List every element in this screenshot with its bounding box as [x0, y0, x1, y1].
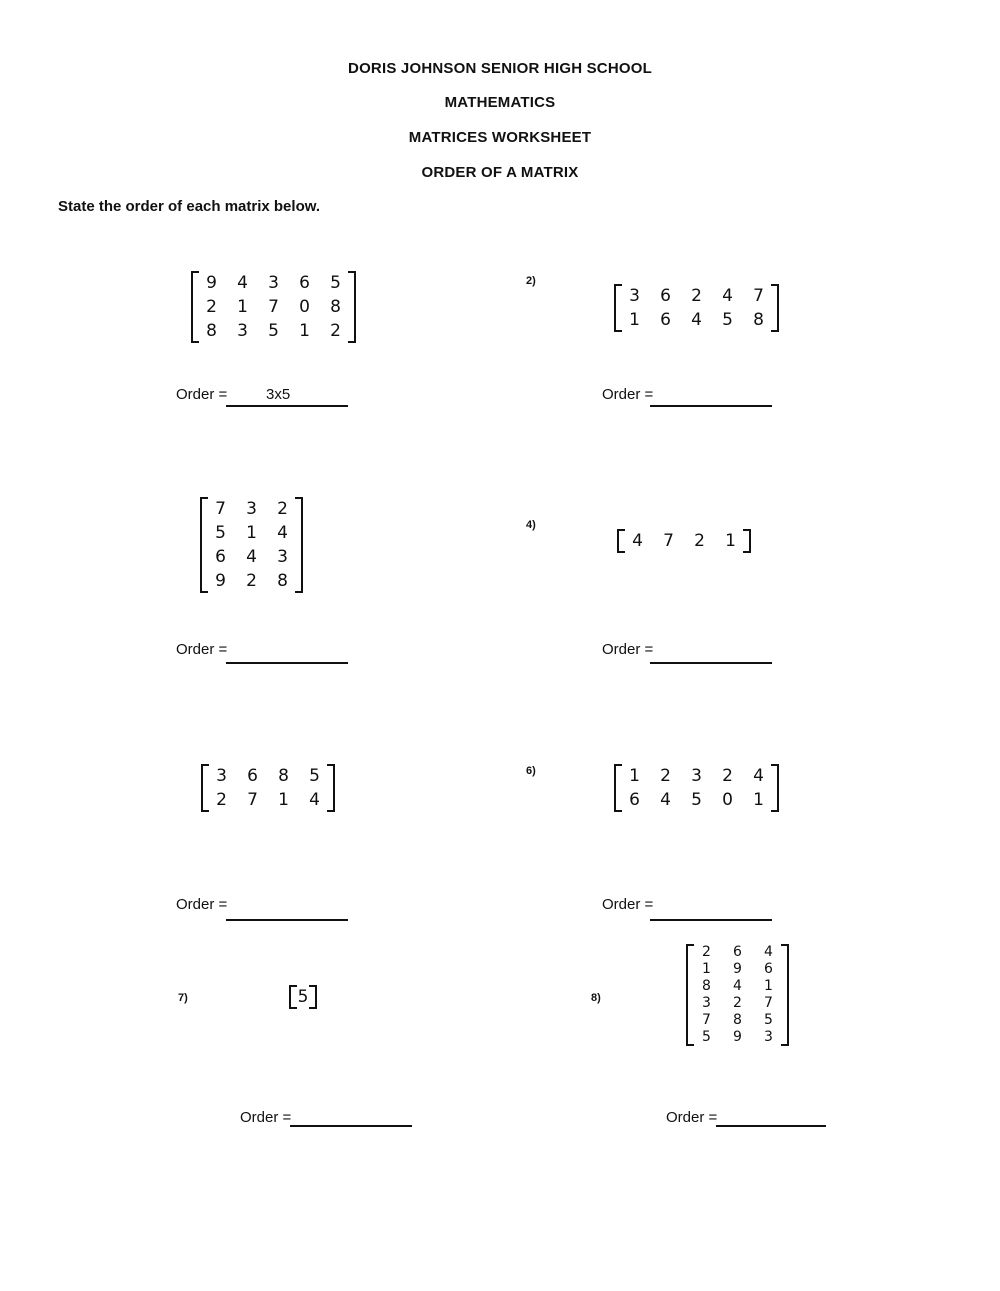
school-name: DORIS JOHNSON SENIOR HIGH SCHOOL [348, 60, 652, 77]
matrix-cell: 1 [764, 978, 773, 994]
matrix-cell: 2 [216, 790, 227, 810]
matrix-cell: 9 [206, 273, 217, 293]
matrix-cell: 6 [629, 790, 640, 810]
matrix-cell: 3 [702, 995, 711, 1011]
order-label-8: Order = [666, 1109, 718, 1126]
matrix-7 [289, 985, 317, 1009]
matrix-cell: 9 [733, 1029, 742, 1045]
matrix-row [205, 569, 298, 593]
matrix-cell: 1 [702, 961, 711, 977]
matrix-cell: 1 [725, 531, 736, 551]
matrix-cell: 4 [237, 273, 248, 293]
order-label-4: Order = [602, 641, 654, 658]
matrix-row [196, 271, 351, 295]
matrix-row [206, 788, 330, 812]
matrix-cell: 4 [660, 790, 671, 810]
question-number-8: 8) [591, 992, 601, 1004]
matrix-row [619, 308, 774, 332]
matrix-cell: 3 [246, 499, 257, 519]
matrix-cell: 0 [299, 297, 310, 317]
matrix-cell: 8 [733, 1012, 742, 1028]
answer-line-6[interactable] [650, 919, 772, 921]
matrix-cell: 6 [660, 286, 671, 306]
answer-line-1[interactable] [226, 405, 348, 407]
matrix-cell: 9 [215, 571, 226, 591]
matrix-cell: 5 [330, 273, 341, 293]
matrix-6 [614, 764, 779, 812]
matrix-cell: 7 [663, 531, 674, 551]
matrix-row [205, 497, 298, 521]
matrix-row [294, 985, 312, 1009]
matrix-cell: 8 [753, 310, 764, 330]
matrix-cell: 2 [206, 297, 217, 317]
matrix-cell: 5 [215, 523, 226, 543]
matrix-cell: 6 [247, 766, 258, 786]
matrix-row [619, 764, 774, 788]
matrix-cell: 1 [237, 297, 248, 317]
question-number-6: 6) [526, 765, 536, 777]
matrix-cell: 4 [753, 766, 764, 786]
matrix-cell: 6 [660, 310, 671, 330]
order-label-3: Order = [176, 641, 228, 658]
matrix-cell: 5 [268, 321, 279, 341]
matrix-cell: 4 [309, 790, 320, 810]
matrix-row [619, 788, 774, 812]
matrix-cell: 4 [691, 310, 702, 330]
question-number-2: 2) [526, 275, 536, 287]
matrix-cell: 6 [215, 547, 226, 567]
matrix-cell: 2 [722, 766, 733, 786]
matrix-cell: 5 [297, 987, 309, 1007]
matrix-cell: 3 [268, 273, 279, 293]
matrix-cell: 5 [691, 790, 702, 810]
question-number-7: 7) [178, 992, 188, 1004]
topic-title: ORDER OF A MATRIX [421, 164, 579, 181]
matrix-cell: 7 [702, 1012, 711, 1028]
matrix-row [205, 521, 298, 545]
matrix-cell: 8 [277, 571, 288, 591]
subject-title: MATHEMATICS [444, 94, 556, 111]
answer-line-3[interactable] [226, 662, 348, 664]
matrix-cell: 3 [629, 286, 640, 306]
answer-line-5[interactable] [226, 919, 348, 921]
matrix-cell: 2 [330, 321, 341, 341]
answer-line-7[interactable] [290, 1125, 412, 1127]
order-label-7: Order = [240, 1109, 292, 1126]
matrix-cell: 1 [278, 790, 289, 810]
order-label-1: Order = [176, 386, 228, 403]
matrix-cell: 2 [660, 766, 671, 786]
matrix-cell: 1 [629, 766, 640, 786]
matrix-cell: 2 [691, 286, 702, 306]
matrix-cell: 6 [733, 944, 742, 960]
matrix-cell: 4 [632, 531, 643, 551]
matrix-8 [686, 944, 789, 1046]
matrix-cell: 2 [277, 499, 288, 519]
matrix-cell: 3 [237, 321, 248, 341]
matrix-cell: 4 [246, 547, 257, 567]
matrix-cell: 7 [215, 499, 226, 519]
matrix-cell: 4 [277, 523, 288, 543]
matrix-cell: 7 [753, 286, 764, 306]
matrix-row [691, 944, 784, 961]
matrix-row [196, 319, 351, 343]
matrix-2 [614, 284, 779, 332]
matrix-cell: 8 [330, 297, 341, 317]
matrix-cell: 5 [764, 1012, 773, 1028]
answer-line-4[interactable] [650, 662, 772, 664]
matrix-cell: 2 [702, 944, 711, 960]
matrix-cell: 1 [629, 310, 640, 330]
matrix-cell: 0 [722, 790, 733, 810]
answer-value-1: 3x5 [266, 386, 291, 403]
matrix-cell: 7 [247, 790, 258, 810]
matrix-cell: 4 [733, 978, 742, 994]
matrix-cell: 8 [278, 766, 289, 786]
matrix-cell: 9 [733, 961, 742, 977]
matrix-5 [201, 764, 335, 812]
matrix-cell: 2 [694, 531, 705, 551]
answer-line-2[interactable] [650, 405, 772, 407]
matrix-cell: 6 [299, 273, 310, 293]
matrix-cell: 8 [206, 321, 217, 341]
matrix-row [619, 284, 774, 308]
answer-line-8[interactable] [716, 1125, 826, 1127]
matrix-cell: 3 [691, 766, 702, 786]
matrix-row [206, 764, 330, 788]
matrix-cell: 8 [702, 978, 711, 994]
matrix-cell: 2 [246, 571, 257, 591]
matrix-row [205, 545, 298, 569]
matrix-row [691, 1012, 784, 1029]
matrix-cell: 7 [764, 995, 773, 1011]
matrix-cell: 5 [722, 310, 733, 330]
matrix-row [691, 961, 784, 978]
matrix-row [691, 995, 784, 1012]
matrix-cell: 5 [702, 1029, 711, 1045]
worksheet-title: MATRICES WORKSHEET [408, 129, 592, 146]
matrix-cell: 7 [268, 297, 279, 317]
matrix-row [622, 529, 746, 553]
matrix-cell: 4 [722, 286, 733, 306]
matrix-cell: 6 [764, 961, 773, 977]
matrix-1 [191, 271, 356, 343]
matrix-cell: 1 [299, 321, 310, 341]
matrix-row [691, 978, 784, 995]
matrix-row [196, 295, 351, 319]
question-number-4: 4) [526, 519, 536, 531]
instruction-text: State the order of each matrix below. [58, 198, 321, 215]
matrix-cell: 1 [753, 790, 764, 810]
matrix-cell: 3 [764, 1029, 773, 1045]
matrix-cell: 4 [764, 944, 773, 960]
matrix-cell: 3 [216, 766, 227, 786]
matrix-cell: 5 [309, 766, 320, 786]
matrix-cell: 1 [246, 523, 257, 543]
order-label-2: Order = [602, 386, 654, 403]
matrix-cell: 2 [733, 995, 742, 1011]
matrix-row [691, 1029, 784, 1046]
order-label-6: Order = [602, 896, 654, 913]
matrix-4 [617, 529, 751, 553]
matrix-3 [200, 497, 303, 593]
matrix-cell: 3 [277, 547, 288, 567]
order-label-5: Order = [176, 896, 228, 913]
